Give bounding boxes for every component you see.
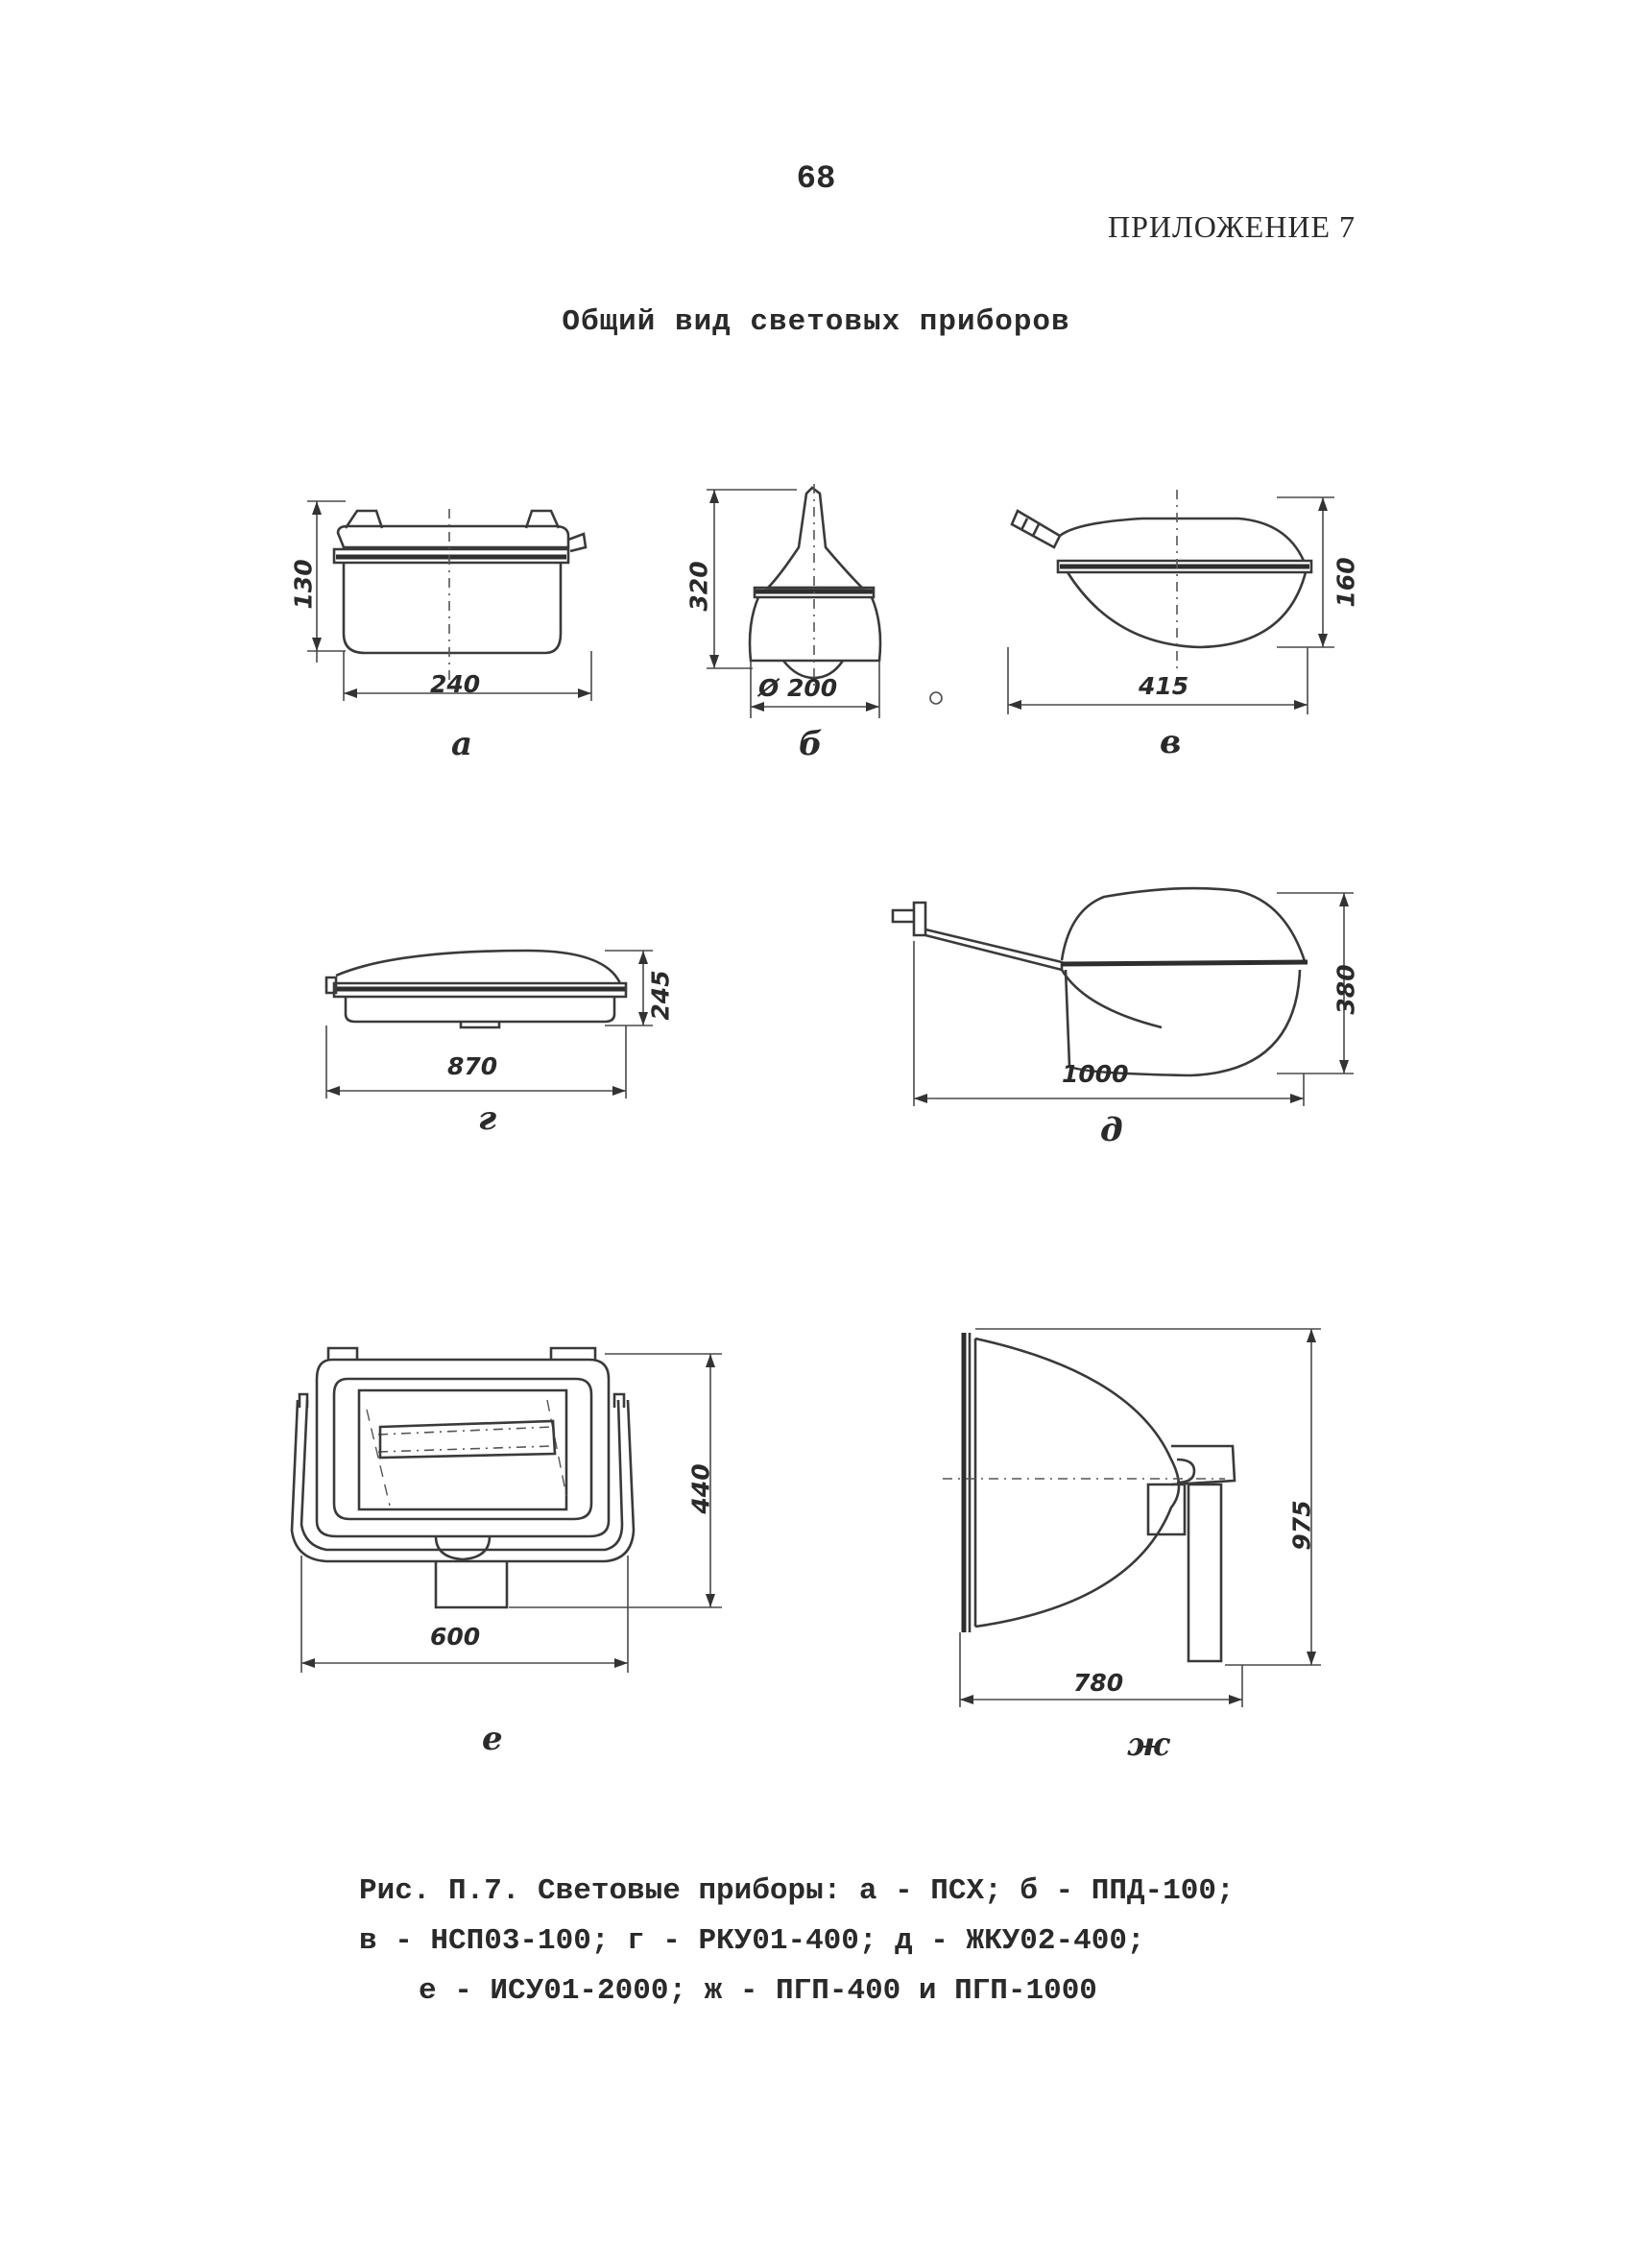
appendix-label: ПРИЛОЖЕНИЕ 7 <box>1107 209 1356 244</box>
figure-b-label: б <box>799 725 823 763</box>
figure-zh-width-dim: 780 <box>1073 1669 1124 1697</box>
caption-line-1: Рис. П.7. Световые приборы: а - ПСХ; б - ППД-100; <box>359 1874 1235 1908</box>
figure-zh-label: ж <box>1127 1725 1170 1764</box>
figure-e-height-dim: 440 <box>686 1463 715 1514</box>
figure-v-height-dim: 160 <box>1332 557 1360 608</box>
figure-e-width-dim: 600 <box>430 1623 481 1651</box>
figure-v-width-dim: 415 <box>1139 672 1189 700</box>
caption-line-3: е - ИСУ01-2000; ж - ПГП-400 и ПГП-1000 <box>419 1974 1097 2008</box>
page-title: Общий вид световых приборов <box>562 305 1070 339</box>
figure-b-height-dim: 320 <box>684 561 713 612</box>
figure-v-label: в <box>1160 723 1182 761</box>
figure-caption <box>359 1867 1235 2016</box>
figure-b-width-dim: Ø 200 <box>758 674 838 702</box>
figure-v-drawing <box>998 480 1344 739</box>
figure-a-width-dim: 240 <box>430 670 481 698</box>
figure-a-label: а <box>451 725 473 763</box>
figure-d-label: д <box>1100 1111 1123 1149</box>
figure-a-height-dim: 130 <box>289 559 318 610</box>
figure-g-width-dim: 870 <box>447 1052 498 1080</box>
figure-e-label: е <box>482 1720 503 1758</box>
caption-line-2: в - НСП03-100; г - РКУ01-400; д - ЖКУ02-400; <box>359 1924 1145 1958</box>
figure-zh-drawing <box>941 1315 1344 1719</box>
figure-g-height-dim: 245 <box>646 970 675 1021</box>
figure-e-drawing <box>288 1333 730 1688</box>
figure-g-drawing <box>317 929 662 1112</box>
figure-zh-height-dim: 975 <box>1287 1500 1316 1551</box>
figure-a-drawing <box>288 480 614 749</box>
page-number: 68 <box>796 161 836 198</box>
center-mark <box>927 689 945 707</box>
figure-d-height-dim: 380 <box>1332 964 1360 1015</box>
figure-d-width-dim: 1000 <box>1062 1060 1129 1088</box>
figure-g-label: г <box>478 1099 497 1138</box>
